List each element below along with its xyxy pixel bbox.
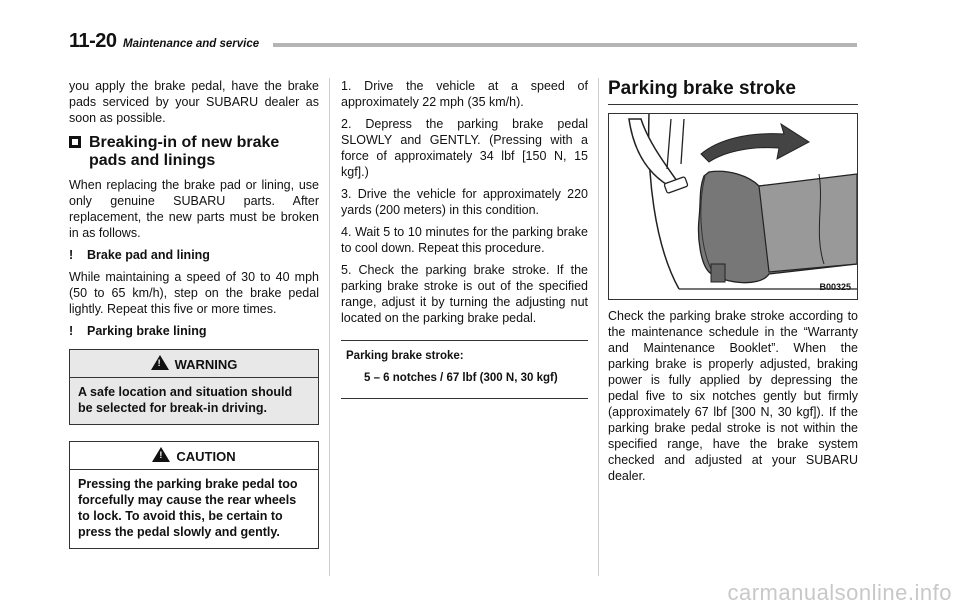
watermark: carmanualsonline.info bbox=[727, 580, 952, 605]
page-number: 11-20 bbox=[69, 30, 117, 52]
step-1: 1. Drive the vehicle at a speed of approximately 22 mph (35 km/h). bbox=[341, 79, 588, 109]
step-5: 5. Check the parking brake stroke. If the parking brake stroke is out of the specified range, adjust it by turning the adjusting nut located on the parking brake pedal. bbox=[341, 263, 588, 325]
subheading-parking-lining-text: Parking brake lining bbox=[87, 324, 207, 338]
subheading-pad-lining-text: Brake pad and lining bbox=[87, 248, 210, 262]
column-left bbox=[69, 78, 319, 549]
pad-lining-paragraph: While maintaining a speed of 30 to 40 mph (50 to 65 km/h), step on the brake pedal lightly. Repeat this five or more times. bbox=[69, 270, 319, 316]
caution-title: CAUTION bbox=[176, 449, 236, 464]
warning-header bbox=[70, 350, 318, 377]
spec-value: 5 – 6 notches / 67 lbf (300 N, 30 kgf) bbox=[364, 372, 558, 384]
warning-triangle-icon: ! bbox=[151, 355, 169, 370]
heading-parking-brake-stroke: Parking brake stroke bbox=[608, 78, 858, 105]
caution-box bbox=[69, 441, 319, 549]
foot-on-pedal-illustration bbox=[609, 114, 857, 299]
spec-box bbox=[341, 340, 588, 399]
section-title: Maintenance and service bbox=[123, 38, 260, 50]
square-bullet-icon bbox=[69, 136, 81, 148]
step-4: 4. Wait 5 to 10 minutes for the parking brake to cool down. Repeat this procedure. bbox=[341, 225, 588, 255]
warning-triangle-icon: ! bbox=[152, 447, 170, 462]
header-bar bbox=[273, 43, 857, 47]
caution-text: Pressing the parking brake pedal too forcefully may cause the rear wheels to lock. To avoid this, be certain to press the pedal slowly and gently. bbox=[70, 469, 318, 548]
parking-brake-paragraph: Check the parking brake stroke according to the maintenance schedule in the “Warranty and Maintenance Booklet”. When the parking brake is properly adjusted, braking power is fully applied by depressing the pedal five to six notches gently but firmly (approximately 67 lbf [300 N, 30 kgf]). If the parking brake pedal stroke is not within the specified range, have the brake system checked and adjusted at your SUBARU dealer. bbox=[608, 309, 858, 483]
step-3: 3. Drive the vehicle for approximately 220 yards (200 meters) in this condition. bbox=[341, 187, 588, 217]
parking-brake-figure bbox=[608, 113, 858, 300]
heading-breaking-in bbox=[69, 134, 319, 170]
subheading-parking-lining bbox=[69, 323, 319, 339]
warning-title: WARNING bbox=[174, 357, 238, 372]
breaking-in-paragraph: When replacing the brake pad or lining, use only genuine SUBARU parts. After replacement, the new parts must be broken in as follows. bbox=[69, 178, 319, 240]
caution-header bbox=[70, 442, 318, 469]
spec-label: Parking brake stroke: bbox=[346, 350, 464, 362]
warning-text: A safe location and situation should be selected for break-in driving. bbox=[70, 377, 318, 424]
page-header bbox=[69, 30, 857, 52]
exclamation-icon: ! bbox=[69, 248, 74, 262]
column-divider bbox=[598, 78, 599, 576]
subheading-pad-lining bbox=[69, 247, 319, 263]
column-middle bbox=[341, 78, 588, 399]
intro-paragraph: you apply the brake pedal, have the brake pads serviced by your SUBARU dealer as soon as possible. bbox=[69, 79, 319, 125]
column-divider bbox=[329, 78, 330, 576]
heading-breaking-in-text: Breaking-in of new brake pads and linings bbox=[89, 134, 280, 169]
warning-box bbox=[69, 349, 319, 425]
column-right bbox=[608, 78, 858, 490]
figure-code: B00325 bbox=[819, 282, 851, 292]
step-2: 2. Depress the parking brake pedal SLOWLY and GENTLY. (Pressing with a force of approximately 34 lbf [150 N, 15 kgf].) bbox=[341, 117, 588, 179]
exclamation-icon: ! bbox=[69, 324, 74, 338]
